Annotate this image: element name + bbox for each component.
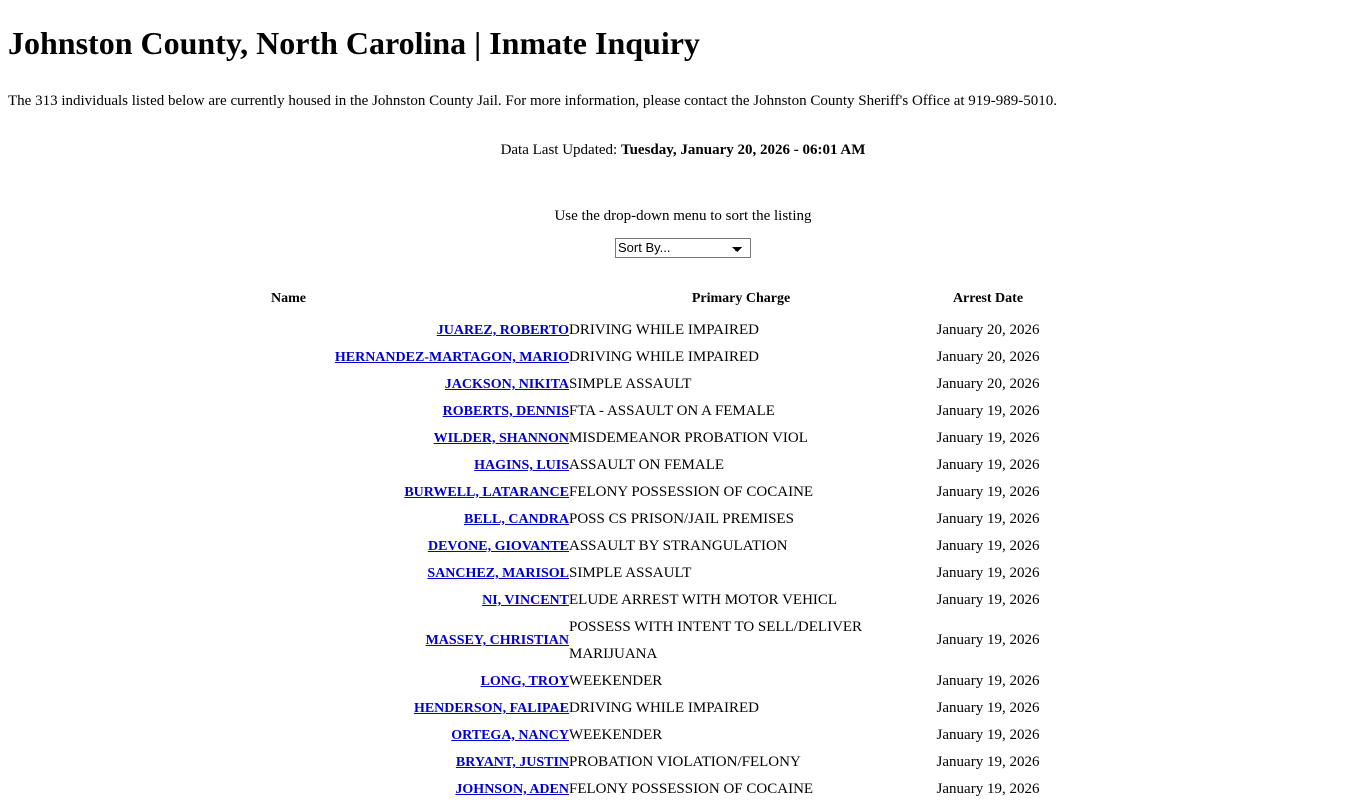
cell-arrest-date: January 19, 2026 [936, 780, 1040, 797]
table-row [8, 533, 1358, 560]
cell-primary-charge: ASSAULT BY STRANGULATION [569, 537, 788, 554]
cell-arrest-date: January 20, 2026 [936, 321, 1040, 338]
cell-primary-charge: DRIVING WHILE IMPAIRED [569, 348, 759, 365]
inmate-name-link[interactable]: DEVONE, GIOVANTE [427, 538, 569, 554]
cell-spacer [1063, 587, 1358, 614]
cell-spacer [1063, 479, 1358, 506]
table-row [8, 722, 1358, 749]
cell-spacer [1063, 371, 1358, 398]
table-header-row [8, 290, 1358, 317]
cell-spacer [1063, 722, 1358, 749]
cell-primary-charge: FELONY POSSESSION OF COCAINE [569, 483, 814, 500]
table-row [8, 371, 1358, 398]
cell-name [8, 722, 569, 749]
cell-arrest-date: January 19, 2026 [936, 510, 1040, 527]
cell-name [8, 344, 569, 371]
cell-primary-charge: POSSESS WITH INTENT TO SELL/DELIVER MARIJUANA [569, 618, 863, 662]
page-title: Johnston County, North Carolina | Inmate Inquiry [8, 25, 700, 61]
cell-spacer [1063, 695, 1358, 722]
last-updated-line [8, 141, 1358, 159]
column-header-primary-charge: Primary Charge [691, 290, 791, 306]
cell-primary-charge: PROBATION VIOLATION/FELONY [569, 753, 801, 770]
table-row [8, 344, 1358, 371]
cell-primary-charge: WEEKENDER [569, 672, 663, 689]
cell-name [8, 371, 569, 398]
inmate-name-link[interactable]: ORTEGA, NANCY [451, 727, 569, 743]
inmate-name-link[interactable]: BELL, CANDRA [463, 511, 569, 527]
cell-arrest-date: January 19, 2026 [936, 632, 1040, 649]
cell-name [8, 506, 569, 533]
cell-name [8, 317, 569, 344]
inmate-name-link[interactable]: JOHNSON, ADEN [455, 781, 569, 797]
cell-arrest-date: January 19, 2026 [936, 753, 1040, 770]
inmate-name-link[interactable]: HENDERSON, FALIPAE [413, 700, 569, 716]
table-row [8, 506, 1358, 533]
inmate-name-link[interactable]: WILDER, SHANNON [433, 430, 569, 446]
column-header-arrest-date: Arrest Date [952, 290, 1024, 306]
inmate-name-link[interactable]: JUAREZ, ROBERTO [436, 322, 569, 338]
cell-arrest-date: January 19, 2026 [936, 564, 1040, 581]
inmate-name-link[interactable]: NI, VINCENT [482, 592, 569, 608]
inmate-name-link[interactable]: BURWELL, LATARANCE [404, 484, 569, 500]
cell-spacer [1063, 317, 1358, 344]
cell-primary-charge: SIMPLE ASSAULT [569, 375, 692, 392]
cell-arrest-date: January 20, 2026 [936, 375, 1040, 392]
cell-arrest-date: January 19, 2026 [936, 726, 1040, 743]
cell-arrest-date: January 19, 2026 [936, 483, 1040, 500]
table-row [8, 668, 1358, 695]
cell-primary-charge: DRIVING WHILE IMPAIRED [569, 699, 759, 716]
cell-name [8, 479, 569, 506]
cell-name [8, 533, 569, 560]
cell-primary-charge: ELUDE ARREST WITH MOTOR VEHICL [569, 591, 838, 608]
cell-primary-charge: POSS CS PRISON/JAIL PREMISES [569, 510, 794, 527]
cell-arrest-date: January 19, 2026 [936, 699, 1040, 716]
cell-name [8, 587, 569, 614]
cell-spacer [1063, 398, 1358, 425]
cell-arrest-date: January 20, 2026 [936, 348, 1040, 365]
table-row [8, 776, 1358, 803]
inmate-name-link[interactable]: SANCHEZ, MARISOL [427, 565, 569, 581]
cell-name [8, 425, 569, 452]
cell-spacer [1063, 344, 1358, 371]
last-updated-label: Data Last Updated: [500, 141, 618, 158]
table-body [8, 317, 1358, 803]
cell-spacer [1063, 425, 1358, 452]
cell-primary-charge: FTA - ASSAULT ON A FEMALE [569, 402, 775, 419]
cell-arrest-date: January 19, 2026 [936, 456, 1040, 473]
table-row [8, 749, 1358, 776]
intro-paragraph: The 313 individuals listed below are currently housed in the Johnston County Jail. For more information, please contact the Johnston County Sheriff's Office at 919-989-5010. [8, 92, 1058, 109]
cell-spacer [1063, 668, 1358, 695]
cell-arrest-date: January 19, 2026 [936, 537, 1040, 554]
cell-name [8, 614, 569, 668]
table-row [8, 614, 1358, 668]
cell-primary-charge: DRIVING WHILE IMPAIRED [569, 321, 759, 338]
cell-name [8, 749, 569, 776]
cell-name [8, 398, 569, 425]
table-row [8, 452, 1358, 479]
sort-help-text: Use the drop-down menu to sort the listing [554, 207, 812, 224]
cell-name [8, 776, 569, 803]
cell-arrest-date: January 19, 2026 [936, 429, 1040, 446]
table-row [8, 398, 1358, 425]
cell-primary-charge: SIMPLE ASSAULT [569, 564, 692, 581]
inmate-name-link[interactable]: HERNANDEZ-MARTAGON, MARIO [334, 349, 569, 365]
cell-name [8, 452, 569, 479]
cell-spacer [1063, 776, 1358, 803]
cell-name [8, 695, 569, 722]
column-header-name: Name [271, 290, 306, 306]
cell-arrest-date: January 19, 2026 [936, 591, 1040, 608]
cell-arrest-date: January 19, 2026 [936, 672, 1040, 689]
last-updated-value: Tuesday, January 20, 2026 - 06:01 AM [620, 141, 866, 158]
cell-spacer [1063, 560, 1358, 587]
cell-spacer [1063, 506, 1358, 533]
table-row [8, 695, 1358, 722]
inmate-name-link[interactable]: MASSEY, CHRISTIAN [425, 633, 569, 649]
table-head [8, 290, 1358, 317]
cell-spacer [1063, 452, 1358, 479]
cell-spacer [1063, 749, 1358, 776]
sort-by-select[interactable] [615, 238, 751, 258]
cell-primary-charge: FELONY POSSESSION OF COCAINE [569, 780, 814, 797]
cell-spacer [1063, 533, 1358, 560]
cell-spacer [1063, 614, 1358, 668]
cell-primary-charge: ASSAULT ON FEMALE [569, 456, 725, 473]
cell-primary-charge: WEEKENDER [569, 726, 663, 743]
cell-primary-charge: MISDEMEANOR PROBATION VIOL [569, 429, 808, 446]
inmate-name-link[interactable]: LONG, TROY [480, 673, 569, 689]
table-row [8, 587, 1358, 614]
inmate-name-link[interactable]: HAGINS, LUIS [474, 457, 569, 473]
table-row [8, 479, 1358, 506]
cell-arrest-date: January 19, 2026 [936, 402, 1040, 419]
cell-name [8, 560, 569, 587]
table-row [8, 425, 1358, 452]
table-row [8, 317, 1358, 344]
sort-control-wrapper [8, 238, 1358, 258]
inmate-name-link[interactable]: ROBERTS, DENNIS [442, 403, 569, 419]
inmate-name-link[interactable]: BRYANT, JUSTIN [455, 754, 569, 770]
cell-name [8, 668, 569, 695]
table-row [8, 560, 1358, 587]
inmate-table [8, 290, 1358, 803]
inmate-name-link[interactable]: JACKSON, NIKITA [444, 376, 569, 392]
column-header-spacer [1063, 290, 1358, 317]
